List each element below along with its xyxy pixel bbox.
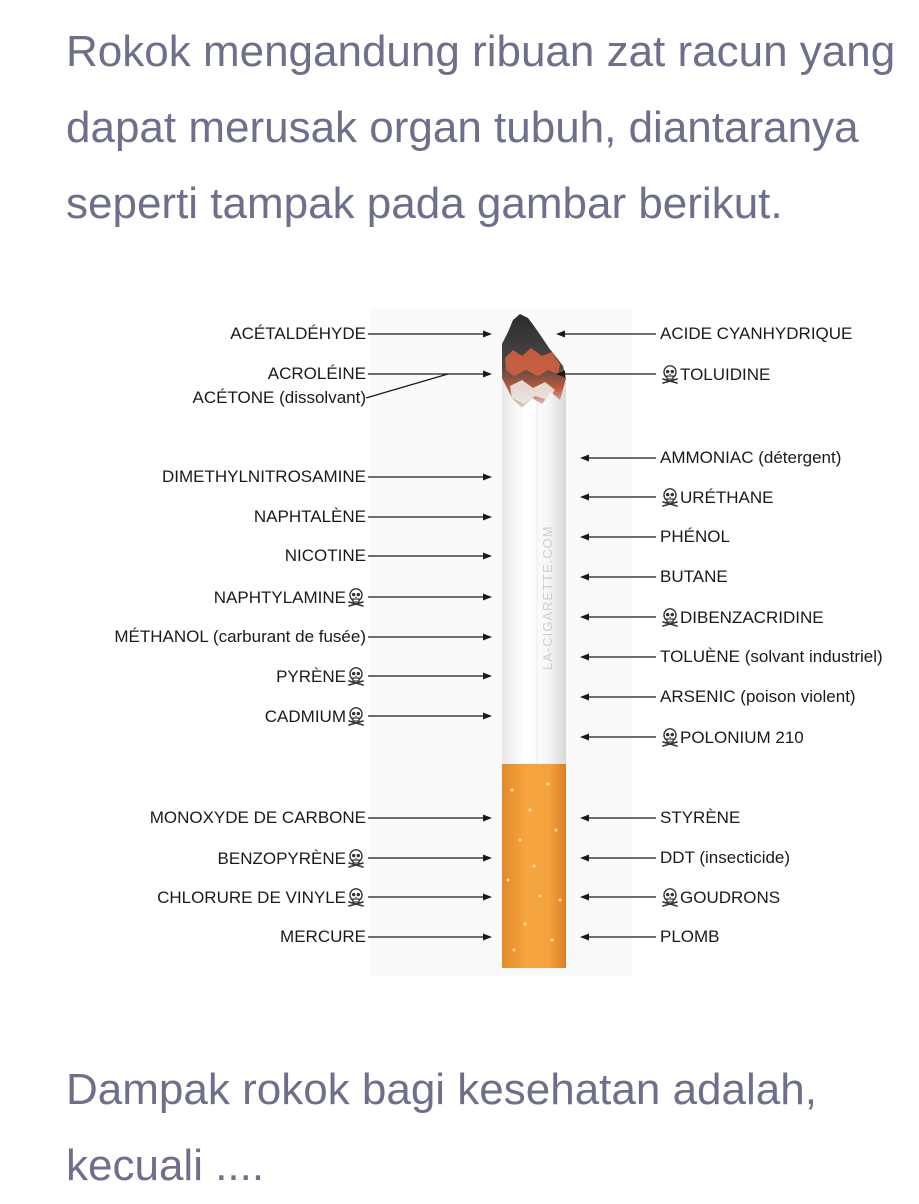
- skull-crossbones-icon: [346, 848, 366, 868]
- question-paragraph: Dampak rokok bagi kesehatan adalah, kecuali ....: [66, 1065, 817, 1190]
- skull-crossbones-icon: [346, 706, 366, 726]
- cigarette-paper: [502, 378, 566, 766]
- compound-name: GOUDRONS: [680, 888, 781, 907]
- compound-name: DDT (insecticide): [660, 848, 791, 867]
- compound-name: AMMONIAC (détergent): [660, 448, 842, 467]
- filter-speckle: [554, 828, 557, 831]
- skull-crossbones-icon: [660, 607, 680, 627]
- filter-speckle: [532, 864, 535, 867]
- skull-crossbones-icon: [346, 587, 366, 607]
- compound-name: CHLORURE DE VINYLE: [157, 888, 346, 907]
- right-label-toluidine: [660, 364, 770, 385]
- filter-speckle: [518, 838, 521, 841]
- skull-crossbones-icon: [660, 364, 680, 384]
- compound-name: DIBENZACRIDINE: [680, 608, 824, 627]
- cigarette: [502, 314, 566, 968]
- compound-name: PHÉNOL: [660, 527, 730, 546]
- skull-crossbones-icon: [346, 666, 366, 686]
- left-label-monoxyde-de-carbone: [150, 808, 366, 828]
- skull-crossbones-icon: [660, 487, 680, 507]
- left-label-chlorure-de-vinyle: [157, 887, 366, 908]
- left-label-benzopyrene: [218, 848, 366, 869]
- compound-name: URÉTHANE: [680, 488, 774, 507]
- left-label-naphtalene: [254, 507, 366, 527]
- compound-name: MÉTHANOL (carburant de fusée): [114, 627, 366, 646]
- compound-name: BUTANE: [660, 567, 728, 586]
- compound-name: ACROLÉINE: [267, 364, 366, 383]
- watermark-text: LA-CIGARETTE.COM: [540, 525, 555, 670]
- right-label-urethane: [660, 487, 774, 508]
- compound-name: DIMETHYLNITROSAMINE: [161, 467, 366, 486]
- filter-speckle: [523, 922, 526, 925]
- filter-speckle: [550, 938, 553, 941]
- right-label-butane: [660, 567, 728, 587]
- right-label-polonium-210: [660, 727, 804, 748]
- right-label-styrene: [660, 808, 740, 828]
- left-label-acroleine: [268, 364, 366, 384]
- right-label-goudrons: [660, 887, 780, 908]
- right-label-acide-cyanhydrique: [660, 324, 852, 344]
- left-label-dimethylnitrosamine: [162, 467, 366, 487]
- compound-name: NICOTINE: [284, 546, 366, 565]
- skull-crossbones-icon: [660, 887, 680, 907]
- diagram-background: [370, 308, 632, 976]
- compound-name: STYRÈNE: [660, 808, 741, 827]
- right-label-toluene-solvant-industriel: [660, 647, 883, 667]
- filter-speckle: [558, 898, 561, 901]
- filter-speckle: [546, 782, 549, 785]
- right-label-ddt-insecticide: [660, 848, 790, 868]
- skull-crossbones-icon: [660, 727, 680, 747]
- intro-paragraph: Rokok mengandung ribuan zat racun yang dapat merusak organ tubuh, diantaranya seperti tampak pada gambar berikut.: [66, 27, 896, 228]
- left-label-pyrene: [276, 666, 366, 687]
- filter-speckle: [538, 894, 541, 897]
- right-label-dibenzacridine: [660, 607, 824, 628]
- filter-speckle: [512, 948, 515, 951]
- right-label-ammoniac-detergent: [660, 448, 841, 468]
- compound-name: CADMIUM: [264, 707, 346, 726]
- compound-name: TOLUÈNE (solvant industriel): [660, 647, 883, 666]
- compound-name: MERCURE: [280, 927, 366, 946]
- left-label-acetaldehyde: [230, 324, 366, 344]
- filter-speckle: [510, 788, 513, 791]
- filter-speckle: [506, 878, 509, 881]
- compound-name: TOLUIDINE: [680, 365, 771, 384]
- left-label-naphtylamine: [214, 587, 366, 608]
- left-label-acetone-dissolvant: [192, 388, 366, 408]
- right-label-phenol: [660, 527, 730, 547]
- compound-name: POLONIUM 210: [680, 728, 804, 747]
- compound-name: ACÉTONE (dissolvant): [192, 388, 366, 407]
- compound-name: PYRÈNE: [276, 667, 346, 686]
- left-label-mercure: [280, 927, 366, 947]
- left-label-nicotine: [285, 546, 366, 566]
- left-label-methanol-carburant-de-fusee: [114, 627, 366, 647]
- compound-name: BENZOPYRÈNE: [217, 849, 346, 868]
- compound-name: NAPHTYLAMINE: [213, 588, 346, 607]
- filter-speckle: [528, 808, 531, 811]
- cigarette-diagram: [0, 300, 919, 980]
- compound-name: ACÉTALDÉHYDE: [230, 324, 366, 343]
- compound-name: ACIDE CYANHYDRIQUE: [660, 324, 853, 343]
- compound-name: ARSENIC (poison violent): [660, 687, 856, 706]
- right-label-plomb: [660, 927, 720, 947]
- compound-name: MONOXYDE DE CARBONE: [149, 808, 366, 827]
- compound-name: PLOMB: [660, 927, 720, 946]
- compound-name: NAPHTALÈNE: [253, 507, 366, 526]
- skull-crossbones-icon: [346, 887, 366, 907]
- right-label-arsenic-poison-violent: [660, 687, 856, 707]
- left-label-cadmium: [265, 706, 366, 727]
